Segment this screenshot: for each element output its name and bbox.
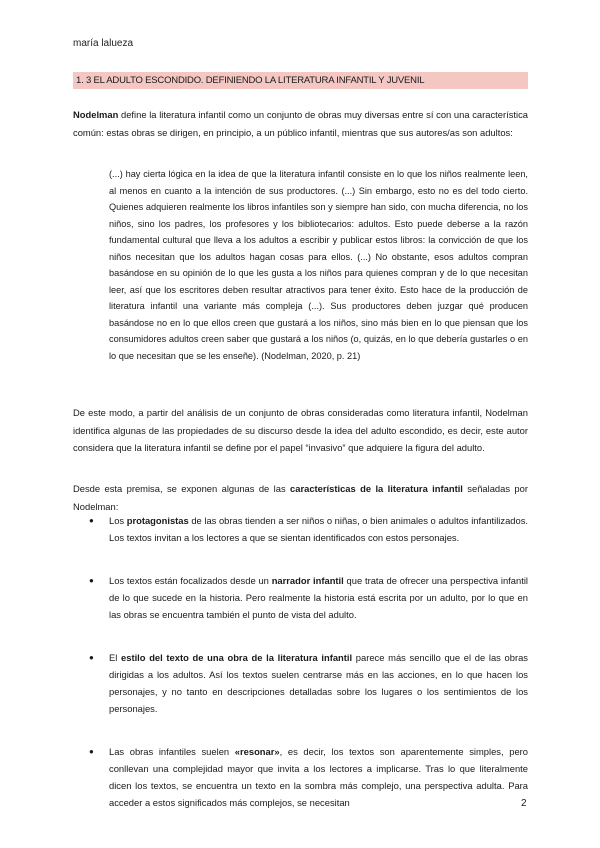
- list-item-pre: Las obras infantiles suelen: [109, 746, 235, 757]
- list-item-pre: Los textos están focalizados desde un: [109, 575, 272, 586]
- intro-bold: Nodelman: [73, 109, 119, 120]
- paragraph-3-bold: características de la literatura infantil: [290, 483, 463, 494]
- paragraph-3-post: señaladas por Nodelman:: [73, 483, 528, 512]
- intro-text: define la literatura infantil como un conjunto de obras muy diversas entre sí con una característica común: estas obras se dirigen, en principio, a un público infantil, mientras que sus autores/as son adultos:: [73, 109, 528, 138]
- page-number: 2: [521, 798, 527, 809]
- list-item-post: , es decir, los textos son aparentemente simples, pero conllevan una complejidad mayor que invita a los lectores a implicarse. Tras lo que literalmente dicen los textos, se encuentra un texto en la sombra más complejo, una perspectiva adulta. Para acceder a estos significados más complejos, se necesitan: [109, 746, 528, 808]
- paragraph-3-pre: Desde esta premisa, se exponen algunas de las: [73, 483, 291, 494]
- list-item-bold: «resonar»: [234, 746, 280, 757]
- list-item-post: de las obras tienden a ser niños o niñas, o bien animales o adultos infantilizados. Los textos invitan a los lectores a que se sientan identificados con estos personajes.: [109, 515, 529, 543]
- list-item-bold: narrador infantil: [271, 575, 344, 586]
- list-item-post: parece más sencillo que el de las obras dirigidas a los adultos. Así los textos suelen centrarse más en las acciones, en lo que hacen los personajes, y no tanto en descripciones detalladas sobre los lugares o los sentimientos de los personajes.: [109, 652, 528, 714]
- list-item: [73, 649, 528, 717]
- characteristics-list: [73, 512, 528, 811]
- bullet-icon: ●: [89, 653, 94, 662]
- author-header: maría lalueza: [73, 38, 134, 49]
- section-heading: 1. 3 EL ADULTO ESCONDIDO. DEFINIENDO LA LITERATURA INFANTIL Y JUVENIL: [73, 72, 528, 89]
- list-item-bold: protagonistas: [126, 515, 189, 526]
- list-item: [73, 572, 528, 623]
- list-item-pre: Los: [109, 515, 127, 526]
- paragraph-2: De este modo, a partir del análisis de un conjunto de obras consideradas como literatura infantil, Nodelman identifica algunas de las propiedades de su discurso desde la idea del adulto escondido, es decir, este autor considera que la literatura infantil se define por el papel “invasivo” que adquiere la figura del adulto.: [73, 407, 528, 453]
- bullet-icon: ●: [89, 747, 94, 756]
- list-item-bold: estilo del texto de una obra de la literatura infantil: [121, 652, 353, 663]
- block-quote: (...) hay cierta lógica en la idea de que la literatura infantil consiste en lo que los niños realmente leen, al menos en cuanto a la intención de sus productores. (...) Sin embargo, esto no es del todo cierto. Quienes adquieren realmente los libros infantiles son y siempre han sido, con mucha diferencia, no los niños, sino los padres, los profesores y los bibliotecarios: adultos. Esto puede deberse a la razón fundamental cultural que lleva a los adultos a escribir y publicar estos libros: la convicción de que los niños necesitan que los adultos hagan cosas para ellos. (...) No obstante, esos adultos compran basándose en su opinión de lo que les gusta a los niños para quienes compran y de lo que necesitan leer, así que los escritores deben resultar atractivos para tener éxito. Esto hace de la producción de literatura infantil una variante más compleja (...). Sus productores deben juzgar qué producen basándose no en lo que ellos creen que gustará a los niños, sino más bien en lo que piensan que los consumidores adultos creen saber que gustará a los niños (o, quizás, en lo que debería gustarles o en lo que necesitan que se les enseñe). (Nodelman, 2020, p. 21): [109, 169, 528, 361]
- list-item: [73, 743, 528, 811]
- list-item-post: que trata de ofrecer una perspectiva infantil de lo que sucede en la historia. Pero realmente la historia está escrita por un adulto, por lo que en las obras se encuentra también el punto de vista del adulto.: [109, 575, 528, 620]
- bullet-icon: ●: [89, 516, 94, 525]
- bullet-icon: ●: [89, 576, 94, 585]
- list-item-pre: El: [109, 652, 122, 663]
- intro-paragraph: [73, 106, 528, 141]
- list-item: [73, 512, 528, 546]
- paragraph-3: [73, 480, 528, 515]
